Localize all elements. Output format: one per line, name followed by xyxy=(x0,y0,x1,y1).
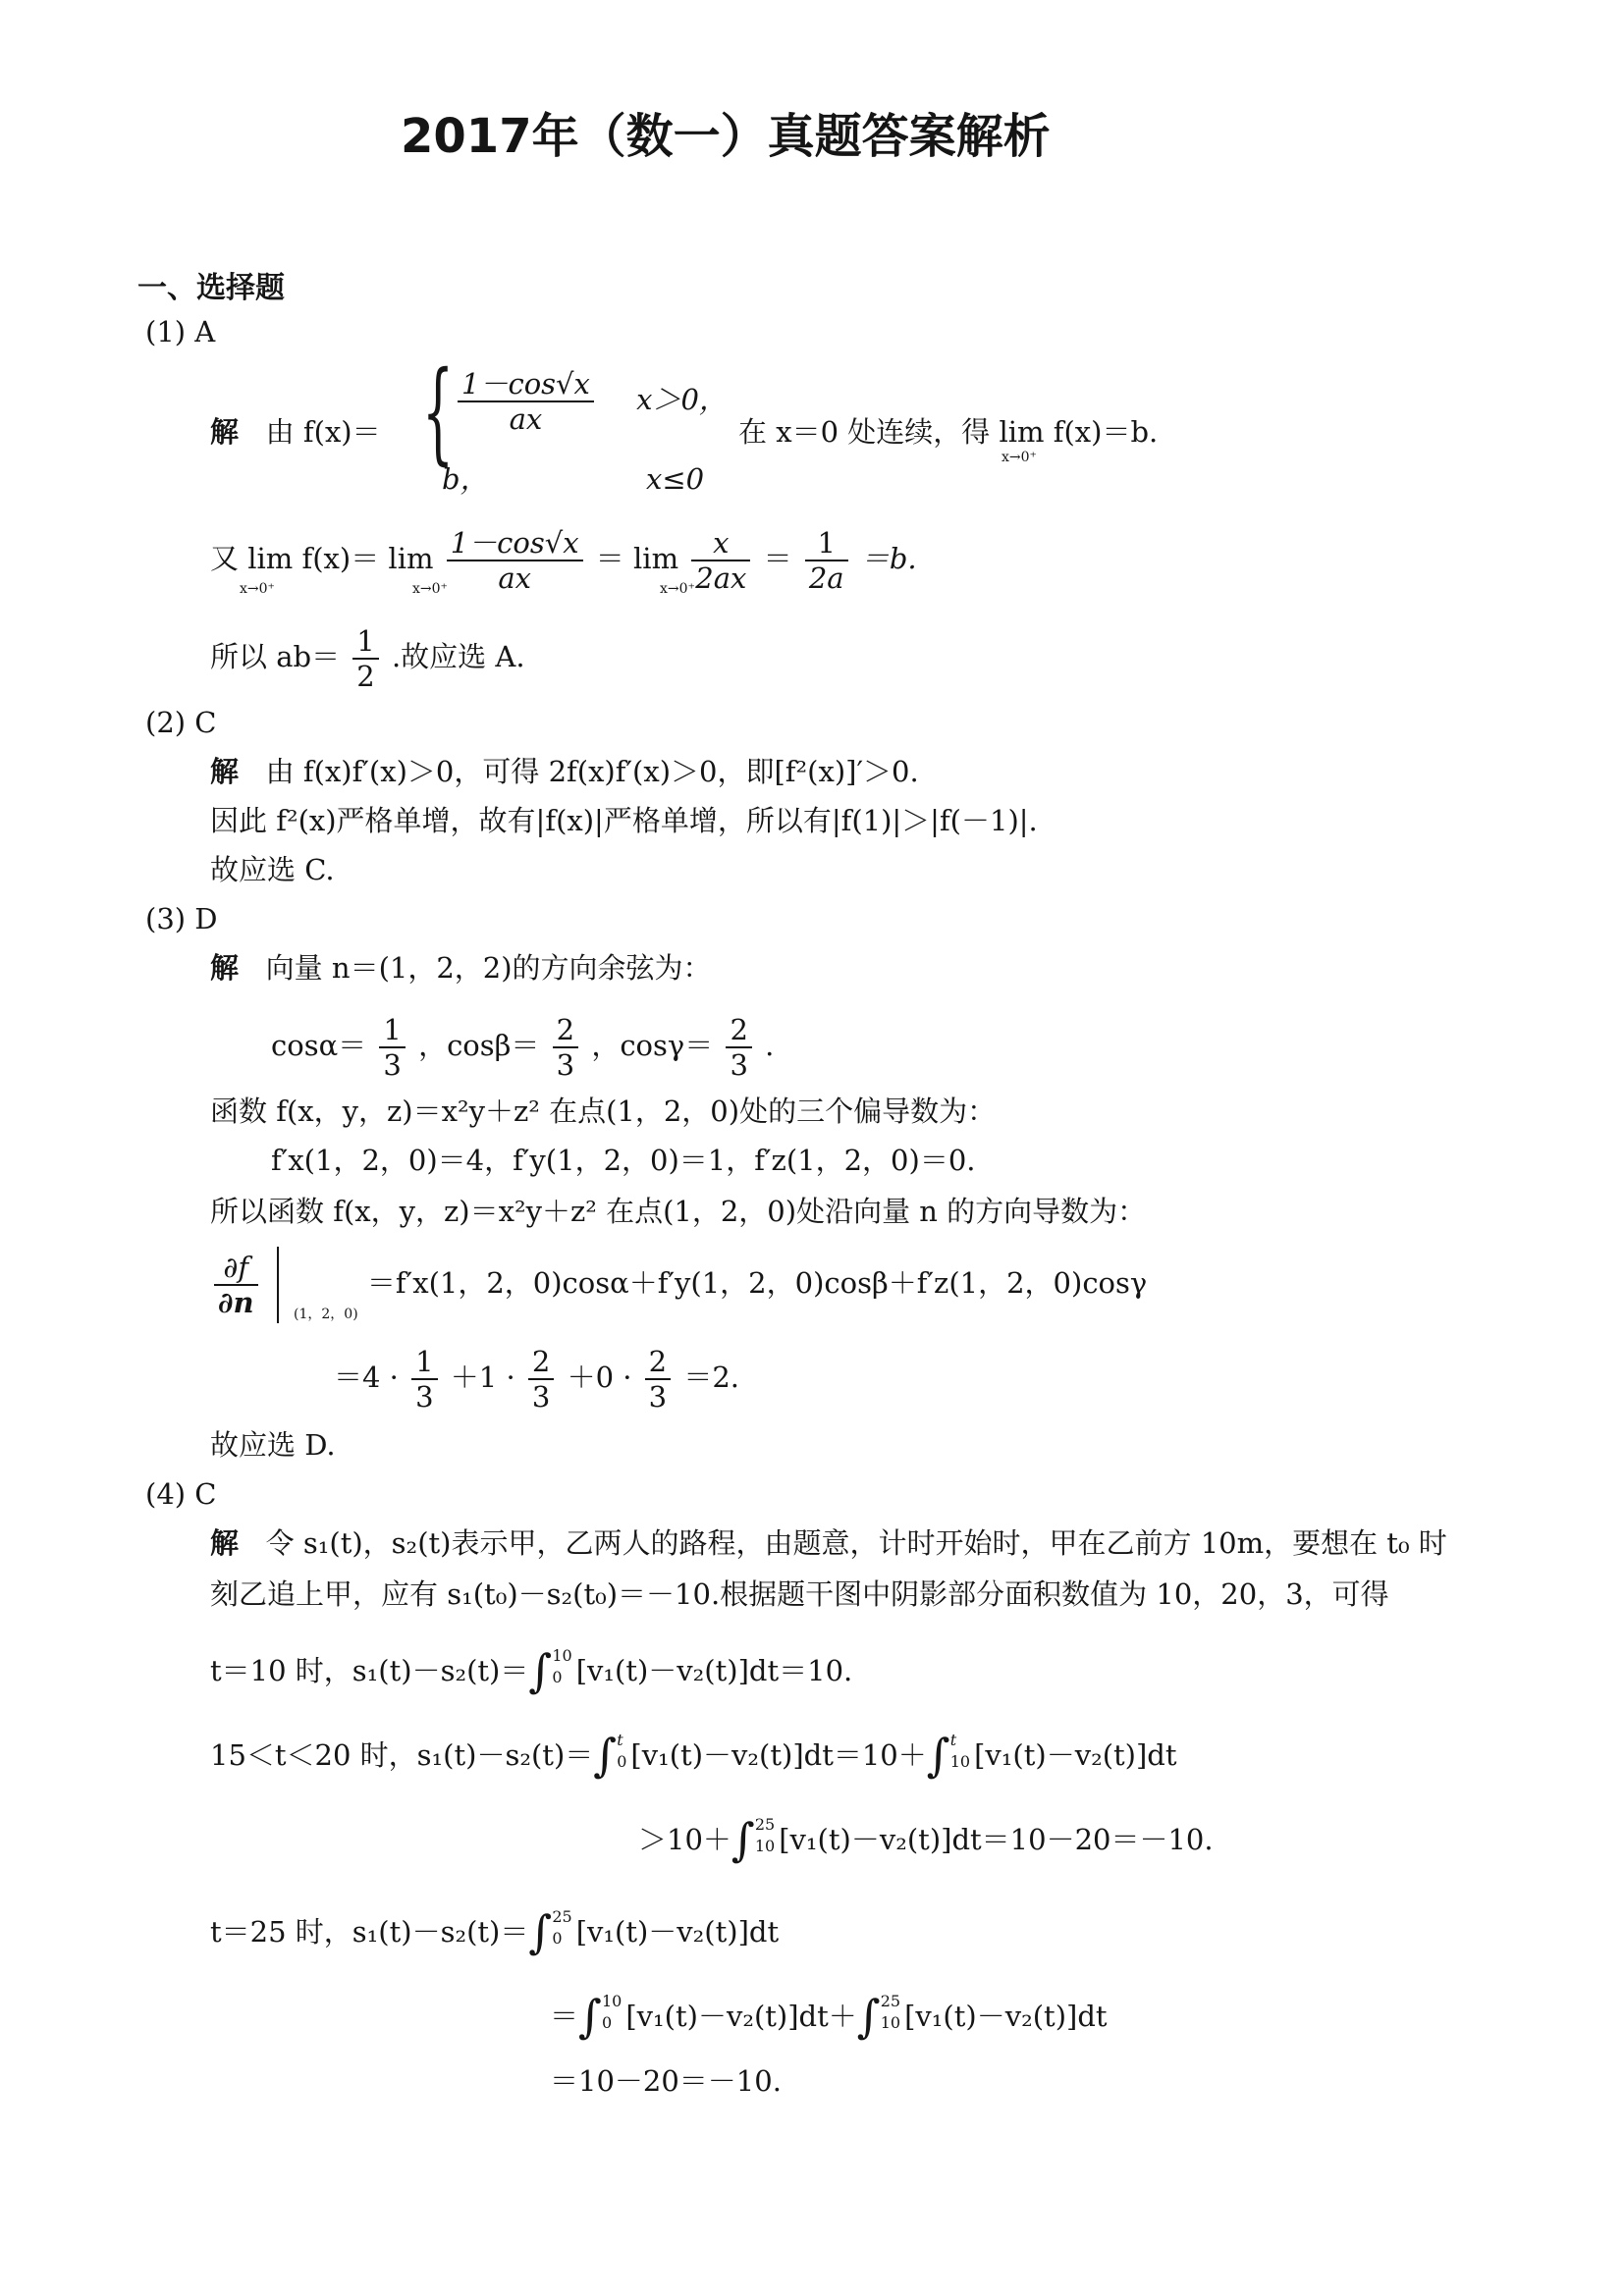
q4-l3-post: [v₁(t)－v₂(t)]dt＝10. xyxy=(575,1654,853,1687)
integral-limits xyxy=(881,1991,900,2034)
frac-den: 2 xyxy=(356,660,375,693)
integral-sign: ∫ xyxy=(593,1729,618,1782)
integral-sign: ∫ xyxy=(856,1990,881,2043)
q4-line2: 刻乙追上甲，应有 s₁(t₀)－s₂(t₀)＝－10.根据题干图中阴影部分面积数值为 10，20，3，可得 xyxy=(210,1577,1389,1611)
frac-den: 3 xyxy=(556,1048,575,1082)
lower-limit: 0 xyxy=(601,2013,613,2032)
q3-line4: f′x(1，2，0)＝4，f′y(1，2，0)＝1，f′z(1，2，0)＝0. xyxy=(271,1144,976,1177)
q3-frac3 xyxy=(726,1013,751,1082)
q4-l7-pre: ＝ xyxy=(550,2000,579,2033)
q2-jie: 解 xyxy=(210,755,240,788)
q4-line8: ＝10－20＝－10. xyxy=(550,2064,782,2098)
frac-den: 3 xyxy=(415,1380,434,1414)
frac-num: 2 xyxy=(726,1013,751,1048)
q3-calc-frac1 xyxy=(411,1345,437,1414)
piecewise-brace: { xyxy=(422,348,455,476)
q1-fx: 由 f(x)＝ xyxy=(265,415,381,449)
cos-end: . xyxy=(765,1029,775,1062)
q1-case1-frac xyxy=(458,367,594,436)
q3-calc-frac2 xyxy=(528,1345,554,1414)
q4-l6-post: [v₁(t)－v₂(t)]dt xyxy=(575,1915,780,1949)
q1-line1-continuity xyxy=(738,412,1158,452)
q1-lim-under-1: x→0⁺ xyxy=(1001,450,1037,465)
q4-jie: 解 xyxy=(210,1526,240,1560)
calc-b: ＋1 · xyxy=(450,1361,515,1394)
q1-line2 xyxy=(210,526,917,595)
q2-line1-text: 由 f(x)f′(x)＞0，可得 2f(x)f′(x)＞0，即[f²(x)]′＞0. xyxy=(265,755,919,788)
frac-den: 2a xyxy=(808,561,844,595)
frac-num: x xyxy=(691,526,750,561)
frac-num: 2 xyxy=(553,1013,578,1048)
q1-line3-frac xyxy=(352,624,378,693)
q3-line5: 所以函数 f(x，y，z)＝x²y＋z² 在点(1，2，0)处沿向量 n 的方向导数为： xyxy=(210,1195,1147,1228)
q4-answer-label: (4) C xyxy=(145,1477,217,1511)
frac-num: 1 xyxy=(379,1013,405,1048)
frac-den: 2ax xyxy=(695,561,747,595)
q1-line2-frac2 xyxy=(691,526,750,595)
q4-l4-post: [v₁(t)－v₂(t)]dt xyxy=(974,1738,1177,1772)
q1-case2: b， xyxy=(442,462,489,496)
q1-line3-post: .故应选 A. xyxy=(391,640,525,673)
q3-answer-label: (3) D xyxy=(145,902,218,935)
cos-beta: ，cosβ＝ xyxy=(418,1029,540,1062)
frac-num: 1 xyxy=(352,624,378,660)
q4-line7 xyxy=(550,1990,1108,2043)
lower-limit: 0 xyxy=(617,1752,627,1771)
q2-line2: 因此 f²(x)严格单增，故有|f(x)|严格单增，所以有|f(1)|＞|f(－1)|. xyxy=(210,804,1038,837)
evaluation-bar xyxy=(277,1247,279,1323)
q1-lim-under-3: x→0⁺ xyxy=(412,581,448,597)
q1-solution xyxy=(210,412,381,452)
cos-gamma: ，cosγ＝ xyxy=(591,1029,714,1062)
q3-calc-frac3 xyxy=(645,1345,671,1414)
lower-limit: 10 xyxy=(880,2013,901,2032)
q1-line2-frac3 xyxy=(805,526,848,595)
frac-num: 1－cos√x xyxy=(447,526,583,561)
section-heading: 一、选择题 xyxy=(137,271,285,305)
q3-frac2 xyxy=(553,1013,578,1082)
q4-l6-pre: t＝25 时，s₁(t)－s₂(t)＝ xyxy=(210,1915,529,1949)
integral-sign: ∫ xyxy=(528,1644,553,1697)
integral-sign: ∫ xyxy=(731,1813,755,1866)
q4-l7-mid: [v₁(t)－v₂(t)]dt＋ xyxy=(625,2000,857,2033)
frac-den: 3 xyxy=(730,1048,748,1082)
integral-sign: ∫ xyxy=(528,1905,553,1958)
q1-line3 xyxy=(210,624,525,693)
integral-limits xyxy=(755,1814,775,1857)
frac-num: ∂f xyxy=(214,1251,258,1286)
q4-line5 xyxy=(638,1813,1214,1866)
q4-l5-pre: ＞10＋ xyxy=(638,1823,731,1856)
q4-line4 xyxy=(210,1729,1177,1782)
q1-jie: 解 xyxy=(210,415,240,449)
integral-limits xyxy=(617,1730,626,1773)
q3-partial-frac xyxy=(214,1251,258,1319)
q1-lim-under-2: x→0⁺ xyxy=(240,581,275,597)
frac-den: 3 xyxy=(648,1380,668,1414)
q1-line2-eq: ＝ xyxy=(763,542,792,575)
q1-case1-num: 1－cos√x xyxy=(458,367,594,402)
frac-num: 1 xyxy=(805,526,848,561)
integral-limits xyxy=(602,1991,622,2034)
frac-num: 2 xyxy=(528,1345,554,1380)
page-title: 2017年（数一）真题答案解析 xyxy=(401,109,1051,164)
upper-limit: t xyxy=(617,1731,623,1749)
q4-l5-post: [v₁(t)－v₂(t)]dt＝10－20＝－10. xyxy=(779,1823,1214,1856)
lower-limit: 10 xyxy=(754,1837,776,1855)
calc-c: ＋0 · xyxy=(567,1361,632,1394)
q1-line2-end: ＝b. xyxy=(860,542,917,575)
q1-answer-label: (1) A xyxy=(145,315,216,348)
lower-limit: 10 xyxy=(949,1752,971,1771)
q4-l4-mid: [v₁(t)－v₂(t)]dt＝10＋ xyxy=(630,1738,927,1772)
integral-limits xyxy=(552,1645,571,1688)
q2-line1 xyxy=(210,752,919,791)
q1-line2-mid: ＝ lim xyxy=(595,542,679,575)
frac-den: ax xyxy=(498,561,531,595)
frac-den: ∂n xyxy=(218,1286,254,1319)
upper-limit: 25 xyxy=(880,1992,901,2010)
q1-case1-cond: x＞0， xyxy=(636,383,728,416)
integral-sign: ∫ xyxy=(926,1729,950,1782)
integral-limits xyxy=(950,1730,970,1773)
calc-end: ＝2. xyxy=(683,1361,740,1394)
q2-answer-label: (2) C xyxy=(145,706,217,739)
q3-line3: 函数 f(x，y，z)＝x²y＋z² 在点(1，2，0)处的三个偏导数为： xyxy=(210,1095,997,1128)
q4-l7-post: [v₁(t)－v₂(t)]dt xyxy=(904,2000,1108,2033)
q4-line3 xyxy=(210,1644,853,1697)
q2-line3: 故应选 C. xyxy=(210,853,335,886)
q1-line2-pre: 又 lim f(x)＝ lim xyxy=(210,542,434,575)
q1-case1 xyxy=(454,367,728,436)
q4-l4-pre: 15＜t＜20 时，s₁(t)－s₂(t)＝ xyxy=(210,1738,594,1772)
q1-line3-pre: 所以 ab＝ xyxy=(210,640,341,673)
q3-line1-text: 向量 n＝(1，2，2)的方向余弦为： xyxy=(265,951,712,985)
q3-calc xyxy=(334,1345,739,1414)
q1-lim-under-4: x→0⁺ xyxy=(660,581,695,597)
q3-direction-cosines xyxy=(271,1013,774,1082)
q3-line8: 故应选 D. xyxy=(210,1428,336,1462)
eval-point: (1，2，0) xyxy=(294,1307,358,1322)
q1-case1-den: ax xyxy=(509,402,543,436)
q3-dd-rhs: ＝f′x(1，2，0)cosα＋f′y(1，2，0)cosβ＋f′z(1，2，0)cosγ xyxy=(366,1266,1148,1300)
upper-limit: 10 xyxy=(601,1992,623,2010)
frac-den: 3 xyxy=(383,1048,402,1082)
integral-sign: ∫ xyxy=(578,1990,602,2043)
upper-limit: 25 xyxy=(552,1907,572,1926)
integral-limits xyxy=(552,1906,571,1949)
q4-l3-pre: t＝10 时，s₁(t)－s₂(t)＝ xyxy=(210,1654,529,1687)
q3-directional-derivative xyxy=(210,1247,1147,1323)
q4-line1-text: 令 s₁(t)，s₂(t)表示甲，乙两人的路程，由题意，计时开始时，甲在乙前方 10m，要想在 t₀ 时 xyxy=(265,1526,1447,1560)
q1-line2-frac1 xyxy=(447,526,583,595)
upper-limit: 25 xyxy=(754,1815,776,1834)
frac-num: 1 xyxy=(411,1345,437,1380)
q4-line1 xyxy=(210,1523,1447,1563)
q3-line1 xyxy=(210,948,712,988)
frac-den: 3 xyxy=(531,1380,551,1414)
upper-limit: t xyxy=(949,1731,957,1749)
cos-alpha: cosα＝ xyxy=(271,1029,367,1062)
lower-limit: 0 xyxy=(552,1668,563,1686)
upper-limit: 10 xyxy=(552,1646,572,1665)
q1-continuity-text: 在 x＝0 处连续，得 lim f(x)＝b. xyxy=(738,415,1159,449)
q1-case2-cond: x≤0 xyxy=(646,462,705,496)
lower-limit: 0 xyxy=(552,1929,563,1948)
q4-line6 xyxy=(210,1905,780,1958)
frac-num: 2 xyxy=(645,1345,671,1380)
q3-frac1 xyxy=(379,1013,405,1082)
q3-jie: 解 xyxy=(210,951,240,985)
calc-a: ＝4 · xyxy=(334,1361,399,1394)
